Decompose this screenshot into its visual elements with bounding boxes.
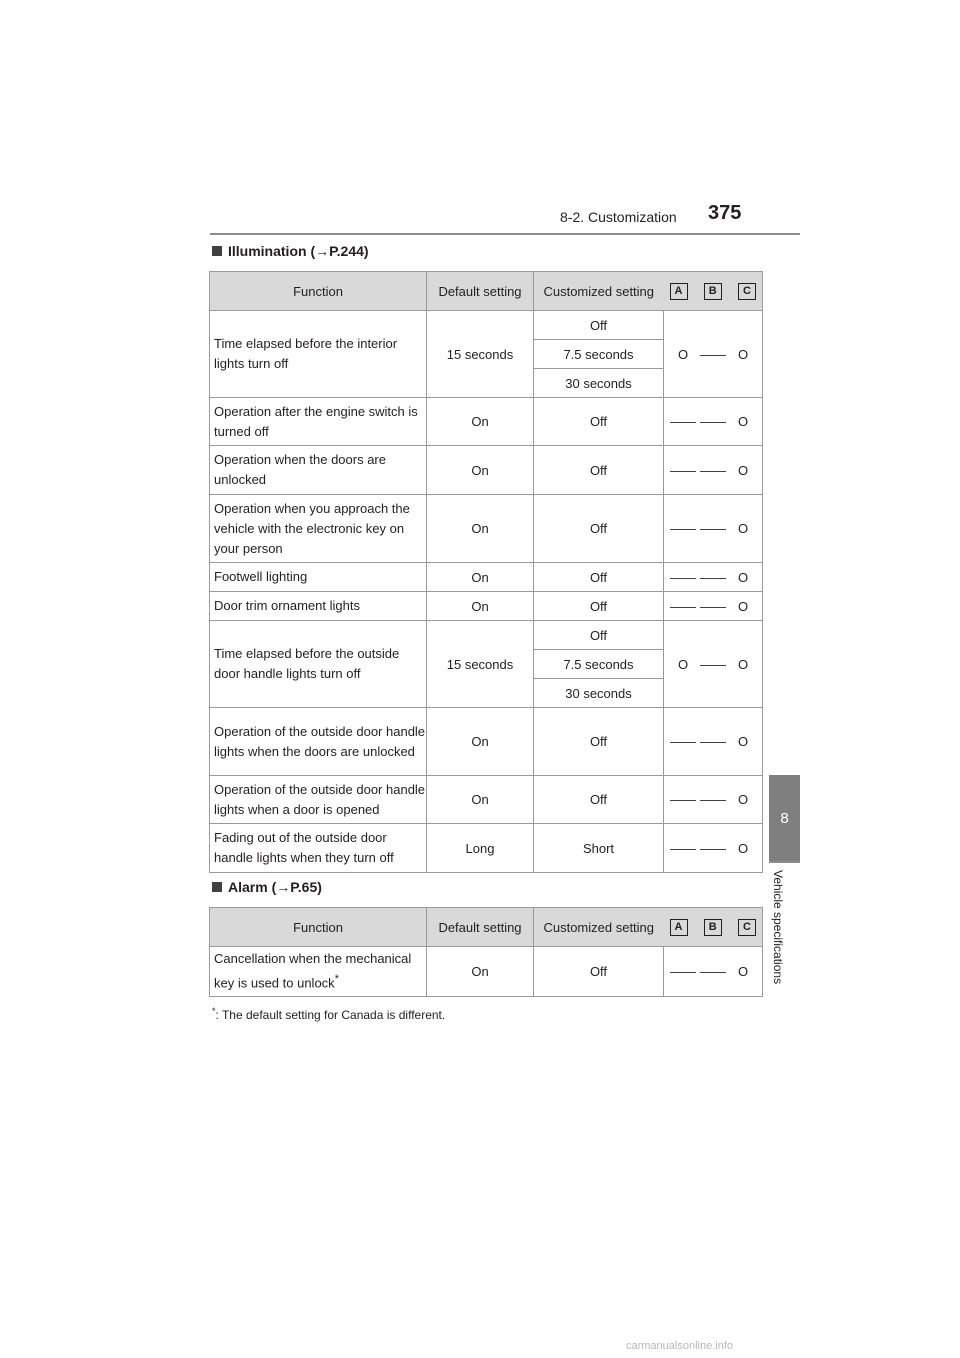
function-cell: Operation when the doors are unlocked [210, 446, 427, 495]
col-c-box: C [738, 283, 756, 300]
col-b-box: B [704, 919, 722, 936]
default-cell: On [427, 708, 534, 776]
footnote-asterisk: * [212, 1006, 216, 1016]
col-abc [664, 272, 763, 311]
default-cell: Long [427, 824, 534, 873]
function-cell [210, 947, 427, 997]
table-row [210, 563, 763, 592]
customized-cell: Off [534, 776, 664, 824]
mark-c: O [737, 346, 749, 362]
default-cell: On [427, 398, 534, 446]
function-cell: Operation after the engine switch is turned off [210, 398, 427, 446]
mark-a: O [677, 656, 689, 672]
default-cell: 15 seconds [427, 621, 534, 708]
mark-c: O [737, 414, 749, 429]
mark-a: —— [670, 569, 696, 585]
customized-cell: 30 seconds [534, 369, 664, 398]
col-customized: Customized setting [534, 272, 664, 311]
section-title: 8-2. Customization [560, 209, 677, 225]
function-cell: Footwell lighting [210, 563, 427, 592]
header-rule [210, 233, 800, 235]
customized-cell: Off [534, 311, 664, 340]
col-function: Function [210, 272, 427, 311]
mark-c: O [737, 569, 749, 585]
customized-cell: Off [534, 495, 664, 563]
footnote-mark: * [334, 973, 339, 986]
mark-b: —— [700, 346, 726, 362]
chapter-title: Vehicle specifications [771, 870, 785, 985]
mark-b: —— [700, 598, 726, 614]
square-bullet-icon [212, 246, 222, 256]
customized-cell: Off [534, 446, 664, 495]
customized-cell: Off [534, 398, 664, 446]
chapter-rule [769, 861, 800, 863]
mark-c: O [737, 521, 749, 536]
mark-a: —— [670, 414, 696, 429]
col-a-box: A [670, 919, 688, 936]
abc-cell [664, 776, 763, 824]
mark-a: O [677, 346, 689, 362]
function-cell: Door trim ornament lights [210, 592, 427, 621]
default-cell: On [427, 776, 534, 824]
table-row [210, 495, 763, 563]
table-row [210, 776, 763, 824]
table-header-row [210, 908, 763, 947]
alarm-table [209, 907, 763, 997]
mark-b: —— [700, 792, 726, 807]
mark-c: O [737, 964, 749, 979]
mark-b: —— [700, 734, 726, 749]
col-abc [664, 908, 763, 947]
illumination-heading [212, 243, 369, 259]
default-cell: On [427, 947, 534, 997]
illumination-title: Illumination (→P.244) [228, 243, 369, 259]
mark-c: O [737, 598, 749, 614]
mark-c: O [737, 734, 749, 749]
mark-c: O [737, 462, 749, 478]
abc-cell [664, 446, 763, 495]
default-cell: On [427, 563, 534, 592]
function-cell: Fading out of the outside door handle lights when they turn off [210, 824, 427, 873]
default-cell: On [427, 446, 534, 495]
mark-b: —— [700, 964, 726, 979]
mark-c: O [737, 656, 749, 672]
customized-cell: Short [534, 824, 664, 873]
col-function: Function [210, 908, 427, 947]
customized-cell: Off [534, 592, 664, 621]
footnote-text: : The default setting for Canada is different. [215, 1008, 446, 1022]
page-number: 375 [708, 202, 742, 224]
square-bullet-icon [212, 882, 222, 892]
function-cell: Operation when you approach the vehicle with the electronic key on your person [210, 495, 427, 563]
col-customized: Customized setting [534, 908, 664, 947]
col-default: Default setting [427, 908, 534, 947]
table-row [210, 824, 763, 873]
col-a-box: A [670, 283, 688, 300]
abc-cell [664, 824, 763, 873]
mark-b: —— [700, 414, 726, 429]
mark-a: —— [670, 964, 696, 979]
footnote [212, 1006, 445, 1022]
col-default: Default setting [427, 272, 534, 311]
abc-cell [664, 708, 763, 776]
alarm-title: Alarm (→P.65) [228, 879, 322, 895]
abc-cell [664, 311, 763, 398]
abc-cell [664, 495, 763, 563]
mark-b: —— [700, 569, 726, 585]
customized-cell: Off [534, 563, 664, 592]
chapter-number: 8 [780, 809, 789, 827]
customized-cell: Off [534, 621, 664, 650]
table-row [210, 398, 763, 446]
mark-a: —— [670, 462, 696, 478]
abc-cell [664, 621, 763, 708]
table-row [210, 446, 763, 495]
table-row [210, 311, 763, 340]
customized-cell: Off [534, 947, 664, 997]
table-row [210, 947, 763, 997]
col-b-box: B [704, 283, 722, 300]
chapter-title-wrap [771, 870, 799, 1010]
table-row [210, 708, 763, 776]
watermark: carmanualsonline.info [626, 1340, 734, 1352]
function-cell: Time elapsed before the outside door handle lights turn off [210, 621, 427, 708]
function-text: Cancellation when the mechanical key is used to unlock [214, 951, 412, 991]
table-header-row [210, 272, 763, 311]
mark-a: —— [670, 792, 696, 807]
col-c-box: C [738, 919, 756, 936]
chapter-tab [769, 775, 800, 861]
alarm-heading [212, 879, 322, 895]
mark-a: —— [670, 521, 696, 536]
abc-cell [664, 563, 763, 592]
default-cell: On [427, 495, 534, 563]
abc-cell [664, 592, 763, 621]
mark-b: —— [700, 521, 726, 536]
mark-b: —— [700, 656, 726, 672]
function-cell: Time elapsed before the interior lights turn off [210, 311, 427, 398]
table-row [210, 592, 763, 621]
mark-a: —— [670, 734, 696, 749]
function-cell: Operation of the outside door handle lights when the doors are unlocked [210, 708, 427, 776]
mark-a: —— [670, 598, 696, 614]
mark-a: —— [670, 840, 696, 856]
default-cell: 15 seconds [427, 311, 534, 398]
abc-cell [664, 947, 763, 997]
mark-c: O [737, 792, 749, 807]
customized-cell: Off [534, 708, 664, 776]
illumination-table [209, 271, 763, 873]
customized-cell: 7.5 seconds [534, 650, 664, 679]
function-cell: Operation of the outside door handle lights when a door is opened [210, 776, 427, 824]
mark-b: —— [700, 840, 726, 856]
abc-cell [664, 398, 763, 446]
customized-cell: 7.5 seconds [534, 340, 664, 369]
customized-cell: 30 seconds [534, 679, 664, 708]
mark-b: —— [700, 462, 726, 478]
table-row [210, 621, 763, 650]
mark-c: O [737, 840, 749, 856]
default-cell: On [427, 592, 534, 621]
